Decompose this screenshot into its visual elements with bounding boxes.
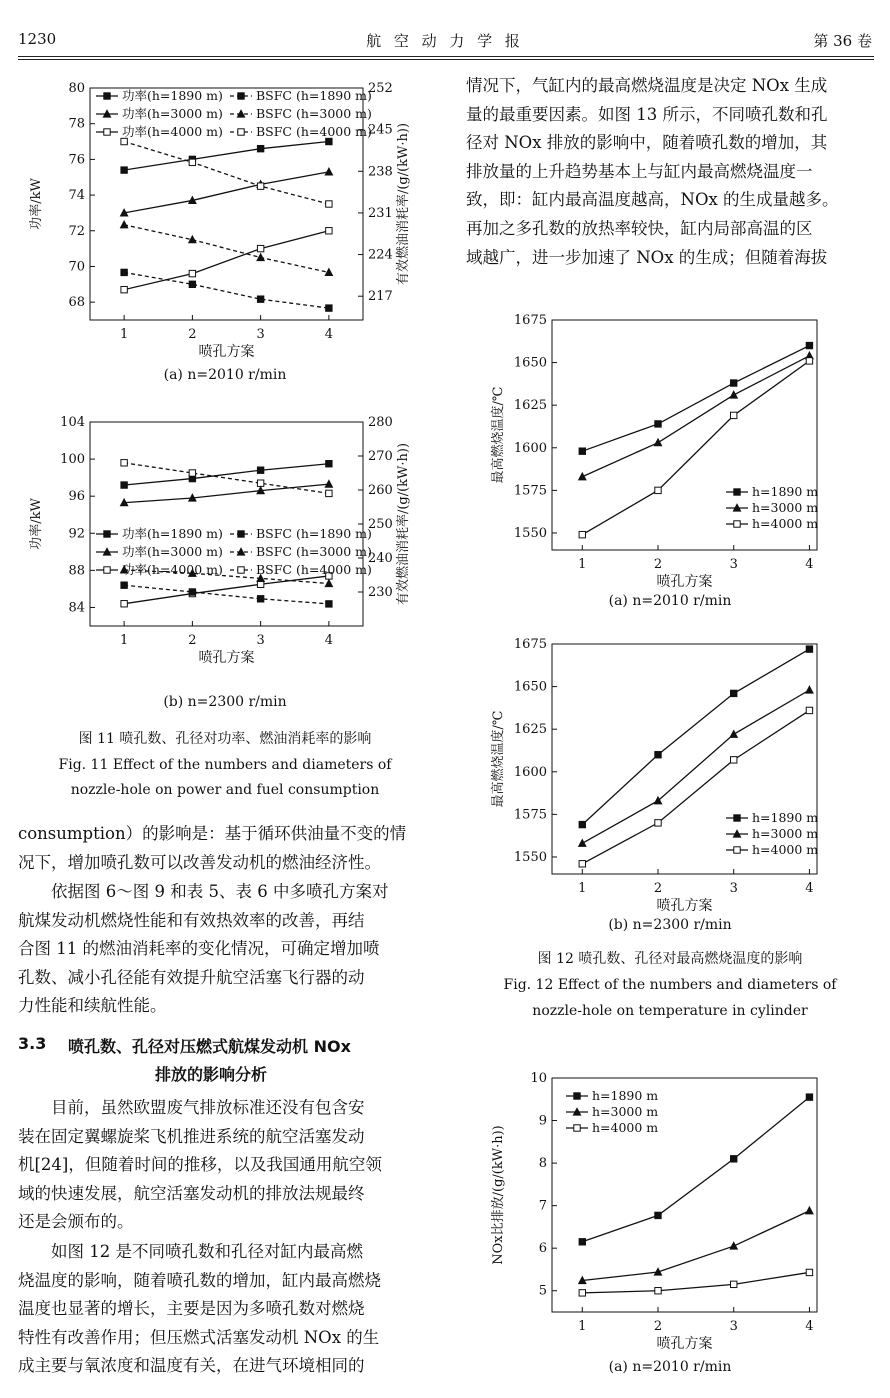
x-tick-label: 2 (188, 327, 197, 342)
data-point (326, 305, 332, 311)
y2-tick-label: 230 (368, 585, 393, 600)
text-line: 力性能和续航性能。 (18, 996, 167, 1016)
text-line: 量的最重要因素。如图 13 所示，不同喷孔数和孔 (466, 104, 828, 124)
series-line-3 (582, 1272, 809, 1292)
y2-axis-label: 有效燃油消耗率/(g/(kW·h)) (396, 122, 411, 286)
fig11-caption-en-2: nozzle-hole on power and fuel consumption (70, 782, 380, 798)
fig12-caption-en-1: Fig. 12 Effect of the numbers and diameters of (503, 977, 837, 993)
data-point (731, 690, 737, 696)
fig11b-subtitle: (b) n=2300 r/min (163, 694, 287, 710)
series-line-4 (124, 585, 329, 604)
data-point (655, 752, 661, 758)
data-point (806, 1094, 812, 1100)
y-axis-label: 功率/kW (29, 178, 44, 230)
legend-label: h=4000 m (752, 516, 819, 531)
legend-marker (734, 521, 740, 527)
x-tick-label: 3 (729, 557, 738, 572)
data-point (121, 601, 127, 607)
x-tick-label: 4 (805, 557, 814, 572)
y2-tick-label: 252 (368, 81, 393, 96)
y-tick-label: 80 (68, 81, 85, 96)
data-point (730, 730, 738, 737)
y-tick-label: 1550 (513, 525, 547, 541)
y-axis-label: 最高燃烧温度/℃ (491, 386, 506, 484)
legend-label: BSFC (h=4000 m) (256, 562, 372, 577)
data-point (326, 490, 332, 496)
y-tick-label: 74 (68, 188, 85, 204)
fig11a-plot (29, 81, 411, 360)
data-point (189, 589, 195, 595)
data-point (326, 138, 332, 144)
x-tick-label: 3 (256, 633, 265, 648)
plot-frame (90, 422, 363, 626)
y-tick-label: 1675 (513, 637, 547, 652)
y-tick-label: 78 (68, 116, 85, 132)
text-line: 烧温度的影响，随着喷孔数的增加，缸内最高燃烧 (18, 1270, 381, 1290)
y-tick-label: 1575 (513, 483, 547, 499)
section-title-line-1: 喷孔数、孔径对压燃式航煤发动机 NOx (68, 1037, 351, 1056)
x-tick-label: 4 (805, 881, 814, 896)
data-point (731, 1281, 737, 1287)
legend-marker (238, 93, 244, 99)
data-point (731, 412, 737, 418)
text-line: 域的快速发展，航空活塞发动机的排放法规最终 (18, 1183, 365, 1203)
data-point (189, 236, 197, 243)
x-tick-label: 2 (188, 633, 197, 648)
section-number: 3.3 (18, 1034, 47, 1053)
x-axis-label: 喷孔方案 (656, 574, 713, 590)
section-title-line-2: 排放的影响分析 (155, 1065, 268, 1084)
y-tick-label: 1650 (513, 355, 547, 371)
x-tick-label: 3 (729, 1319, 738, 1334)
series-line-2 (582, 1211, 809, 1281)
fig11a-chart (18, 66, 428, 386)
y-tick-label: 92 (68, 526, 85, 542)
y-tick-label: 8 (538, 1156, 547, 1172)
y-tick-label: 1575 (513, 807, 547, 823)
x-tick-label: 1 (578, 1319, 587, 1334)
data-point (325, 168, 333, 175)
legend-label: 功率(h=1890 m) (122, 526, 223, 541)
y-tick-label: 1600 (513, 440, 547, 456)
data-point (121, 167, 127, 173)
legend-marker (104, 567, 110, 573)
legend-marker (734, 489, 740, 495)
data-point (806, 1269, 812, 1275)
data-point (257, 183, 263, 189)
legend-label: h=3000 m (752, 826, 819, 841)
fig11b-chart (18, 398, 428, 688)
y2-tick-label: 224 (368, 247, 393, 263)
series-line-3 (124, 576, 329, 604)
data-point (655, 487, 661, 493)
x-tick-label: 2 (653, 881, 663, 896)
x-axis-label: 喷孔方案 (656, 1336, 713, 1352)
left-paragraph-4 (18, 1238, 438, 1381)
data-point (579, 821, 585, 827)
data-point (579, 861, 585, 867)
data-point (806, 358, 812, 364)
data-point (731, 380, 737, 386)
y-tick-label: 76 (68, 152, 85, 168)
text-line: 航煤发动机燃烧性能和有效热效率的改善，再结 (18, 910, 365, 930)
fig12b-plot (490, 637, 818, 914)
text-line: 特性有改善作用；但压燃式活塞发动机 NOx 的生 (18, 1327, 380, 1347)
data-point (655, 1288, 661, 1294)
data-point (121, 482, 127, 488)
left-paragraph-3 (18, 1094, 438, 1237)
data-point (325, 480, 333, 487)
data-point (730, 391, 738, 398)
y-tick-label: 6 (538, 1241, 547, 1257)
x-axis-label: 喷孔方案 (198, 650, 255, 666)
y-tick-label: 1600 (513, 764, 547, 780)
fig13a-plot (490, 1071, 817, 1352)
x-tick-label: 4 (805, 1319, 814, 1334)
data-point (731, 757, 737, 763)
legend-label: 功率(h=1890 m) (122, 88, 223, 103)
data-point (189, 159, 195, 165)
legend-marker (238, 567, 244, 573)
y2-tick-label: 245 (368, 122, 393, 138)
y-tick-label: 72 (68, 223, 85, 239)
y-tick-label: 100 (60, 452, 85, 468)
volume-label: 第 36 卷 (813, 32, 872, 50)
data-point (579, 1290, 585, 1296)
text-line: 情况下，气缸内的最高燃烧温度是决定 NOx 生成 (466, 76, 828, 95)
x-tick-label: 1 (119, 633, 129, 648)
y-tick-label: 96 (68, 489, 85, 505)
legend-marker (734, 847, 740, 853)
y-tick-label: 1675 (513, 313, 547, 328)
fig12a-subtitle: (a) n=2010 r/min (608, 593, 732, 609)
text-line: 机[24]，但随着时间的推移，以及我国通用航空领 (18, 1155, 382, 1175)
y-tick-label: 1550 (513, 849, 547, 865)
y-tick-label: 7 (538, 1198, 547, 1214)
x-tick-label: 1 (578, 881, 587, 896)
y2-tick-label: 240 (368, 551, 393, 566)
fig12b-chart (490, 632, 850, 922)
legend-marker (104, 531, 110, 537)
series-line-3 (124, 231, 329, 290)
data-point (326, 228, 332, 234)
text-line: 还是会颁布的。 (18, 1212, 134, 1232)
y-tick-label: 84 (68, 600, 85, 616)
series-line-4 (124, 272, 329, 308)
y-tick-label: 1625 (513, 398, 547, 414)
legend-marker (238, 531, 244, 537)
y-tick-label: 1625 (513, 722, 547, 738)
data-point (731, 1156, 737, 1162)
data-point (806, 707, 812, 713)
data-point (257, 480, 263, 486)
x-tick-label: 4 (324, 633, 334, 648)
legend-label: h=1890 m (592, 1088, 659, 1103)
series-line-2 (124, 172, 329, 213)
fig12b-subtitle: (b) n=2300 r/min (608, 917, 732, 933)
fig11-caption-en-1: Fig. 11 Effect of the numbers and diameters of (58, 757, 392, 773)
plot-frame (90, 88, 363, 320)
text-line: 依据图 6～图 9 和表 5、表 6 中多喷孔方案对 (51, 882, 389, 901)
data-point (257, 245, 263, 251)
legend-label: BSFC (h=3000 m) (256, 106, 372, 121)
fig13a-chart (490, 1066, 850, 1362)
data-point (806, 342, 812, 348)
data-point (121, 582, 127, 588)
left-paragraph-2 (18, 878, 438, 1021)
legend-label: BSFC (h=1890 m) (256, 88, 372, 103)
data-point (189, 270, 195, 276)
x-axis-label: 喷孔方案 (656, 898, 713, 914)
fig12-caption-cn: 图 12 喷孔数、孔径对最高燃烧温度的影响 (537, 951, 803, 967)
fig11a-subtitle: (a) n=2010 r/min (163, 367, 287, 383)
data-point (655, 820, 661, 826)
right-paragraph-1 (466, 72, 872, 272)
y2-tick-label: 280 (368, 415, 393, 430)
y-tick-label: 10 (530, 1071, 547, 1086)
x-tick-label: 2 (653, 1319, 663, 1334)
x-tick-label: 1 (578, 557, 587, 572)
data-point (579, 448, 585, 454)
y2-tick-label: 231 (368, 205, 393, 221)
y2-tick-label: 217 (368, 289, 393, 305)
text-line: 孔数、减小孔径能有效提升航空活塞飞行器的动 (18, 967, 365, 987)
series-line-2 (124, 484, 329, 503)
data-point (257, 467, 263, 473)
y-axis-label: 最高燃烧温度/℃ (491, 710, 506, 808)
fig13a-subtitle: (a) n=2010 r/min (608, 1359, 732, 1375)
data-point (121, 138, 127, 144)
data-point (654, 439, 662, 446)
x-tick-label: 3 (729, 881, 738, 896)
x-tick-label: 4 (324, 327, 334, 342)
y-tick-label: 1650 (513, 679, 547, 695)
data-point (578, 839, 586, 846)
fig12a-plot (490, 313, 818, 590)
legend-label: 功率(h=3000 m) (122, 106, 223, 121)
data-point (730, 1242, 738, 1249)
x-tick-label: 3 (256, 327, 265, 342)
data-point (578, 473, 586, 480)
y2-tick-label: 238 (368, 164, 393, 180)
legend-label: h=3000 m (752, 500, 819, 515)
y2-tick-label: 270 (368, 449, 393, 464)
text-line: 合图 11 的燃油消耗率的变化情况，可确定增加喷 (18, 939, 380, 959)
legend-marker (104, 129, 110, 135)
header-rule-2 (18, 59, 874, 60)
data-point (326, 601, 332, 607)
legend-marker (104, 93, 110, 99)
text-line: 成主要与氧浓度和温度有关，在进气环境相同的 (18, 1356, 365, 1376)
text-line: 目前，虽然欧盟废气排放标准还没有包含安 (51, 1098, 365, 1117)
legend-label: h=4000 m (592, 1120, 659, 1135)
data-point (120, 221, 128, 228)
legend-label: h=1890 m (752, 810, 819, 825)
y-tick-label: 9 (538, 1113, 547, 1129)
data-point (655, 421, 661, 427)
fig12a-chart (490, 308, 850, 598)
legend-label: 功率(h=4000 m) (122, 124, 223, 139)
data-point (326, 201, 332, 207)
legend-label: h=1890 m (752, 484, 819, 499)
text-line: 致，即：缸内最高温度越高，NOx 的生成量越多。 (466, 190, 839, 210)
text-line: 装在固定翼螺旋桨飞机推进系统的航空活塞发动 (18, 1126, 365, 1146)
legend-marker (574, 1093, 580, 1099)
data-point (257, 296, 263, 302)
y-tick-label: 68 (68, 295, 85, 311)
text-line: 径对 NOx 排放的影响中，随着喷孔数的增加，其 (466, 133, 828, 153)
series-line-1 (124, 142, 329, 171)
x-axis-label: 喷孔方案 (198, 344, 255, 360)
series-line-1 (582, 346, 809, 452)
x-tick-label: 2 (653, 557, 663, 572)
series-line-2 (582, 356, 809, 477)
y2-tick-label: 250 (368, 517, 393, 532)
data-point (326, 461, 332, 467)
legend-label: 功率(h=3000 m) (122, 544, 223, 559)
legend-label: BSFC (h=1890 m) (256, 526, 372, 541)
data-point (257, 596, 263, 602)
data-point (257, 145, 263, 151)
legend-marker (734, 815, 740, 821)
y-tick-label: 104 (60, 415, 85, 430)
y-axis-label: 功率/kW (29, 498, 44, 550)
y2-axis-label: 有效燃油消耗率/(g/(kW·h)) (396, 442, 411, 606)
legend-marker (574, 1125, 580, 1131)
legend-label: h=4000 m (752, 842, 819, 857)
data-point (189, 281, 195, 287)
fig11-caption-cn: 图 11 喷孔数、孔径对功率、燃油消耗率的影响 (78, 731, 372, 747)
text-line: consumption）的影响是：基于循环供油量不变的情 (18, 824, 407, 843)
fig11b-plot (29, 415, 411, 666)
data-point (579, 531, 585, 537)
data-point (806, 646, 812, 652)
journal-title: 航 空 动 力 学 报 (366, 32, 524, 50)
series-line-1 (582, 649, 809, 824)
data-point (655, 1212, 661, 1218)
data-point (121, 269, 127, 275)
x-tick-label: 1 (119, 327, 129, 342)
legend-marker (238, 129, 244, 135)
data-point (579, 1239, 585, 1245)
text-line: 再加之多孔数的放热率较快，缸内局部高温的区 (466, 218, 813, 238)
y-tick-label: 88 (68, 563, 85, 579)
data-point (121, 460, 127, 466)
data-point (257, 254, 265, 261)
data-point (325, 580, 333, 587)
text-line: 如图 12 是不同喷孔数和孔径对缸内最高燃 (51, 1242, 363, 1261)
text-line: 排放量的上升趋势基本上与缸内最高燃烧温度一 (466, 161, 813, 181)
y-axis-label: NOx比排放/(g/(kW·h)) (491, 1125, 506, 1265)
text-line: 况下，增加喷孔数可以改善发动机的燃油经济性。 (18, 852, 381, 872)
series-line-5 (124, 225, 329, 273)
legend-label: BSFC (h=3000 m) (256, 544, 372, 559)
text-line: 温度也显著的增长，主要是因为多喷孔数对燃烧 (18, 1299, 365, 1319)
page-number: 1230 (18, 30, 57, 48)
data-point (189, 470, 195, 476)
series-line-6 (124, 463, 329, 494)
left-paragraph-1 (18, 820, 438, 877)
data-point (806, 686, 814, 693)
data-point (325, 268, 333, 275)
text-line: 域越广，进一步加速了 NOx 的生成；但随着海拔 (466, 247, 828, 267)
y-tick-label: 70 (68, 259, 85, 275)
y2-tick-label: 260 (368, 483, 393, 498)
data-point (121, 286, 127, 292)
legend-label: h=3000 m (592, 1104, 659, 1119)
data-point (806, 1207, 814, 1214)
legend-label: BSFC (h=4000 m) (256, 124, 372, 139)
data-point (257, 581, 263, 587)
y-tick-label: 5 (538, 1283, 547, 1299)
legend-label: 功率(h=4000 m) (122, 562, 223, 577)
fig12-caption-en-2: nozzle-hole on temperature in cylinder (532, 1003, 808, 1019)
series-line-6 (124, 142, 329, 204)
header-rule (18, 56, 874, 57)
